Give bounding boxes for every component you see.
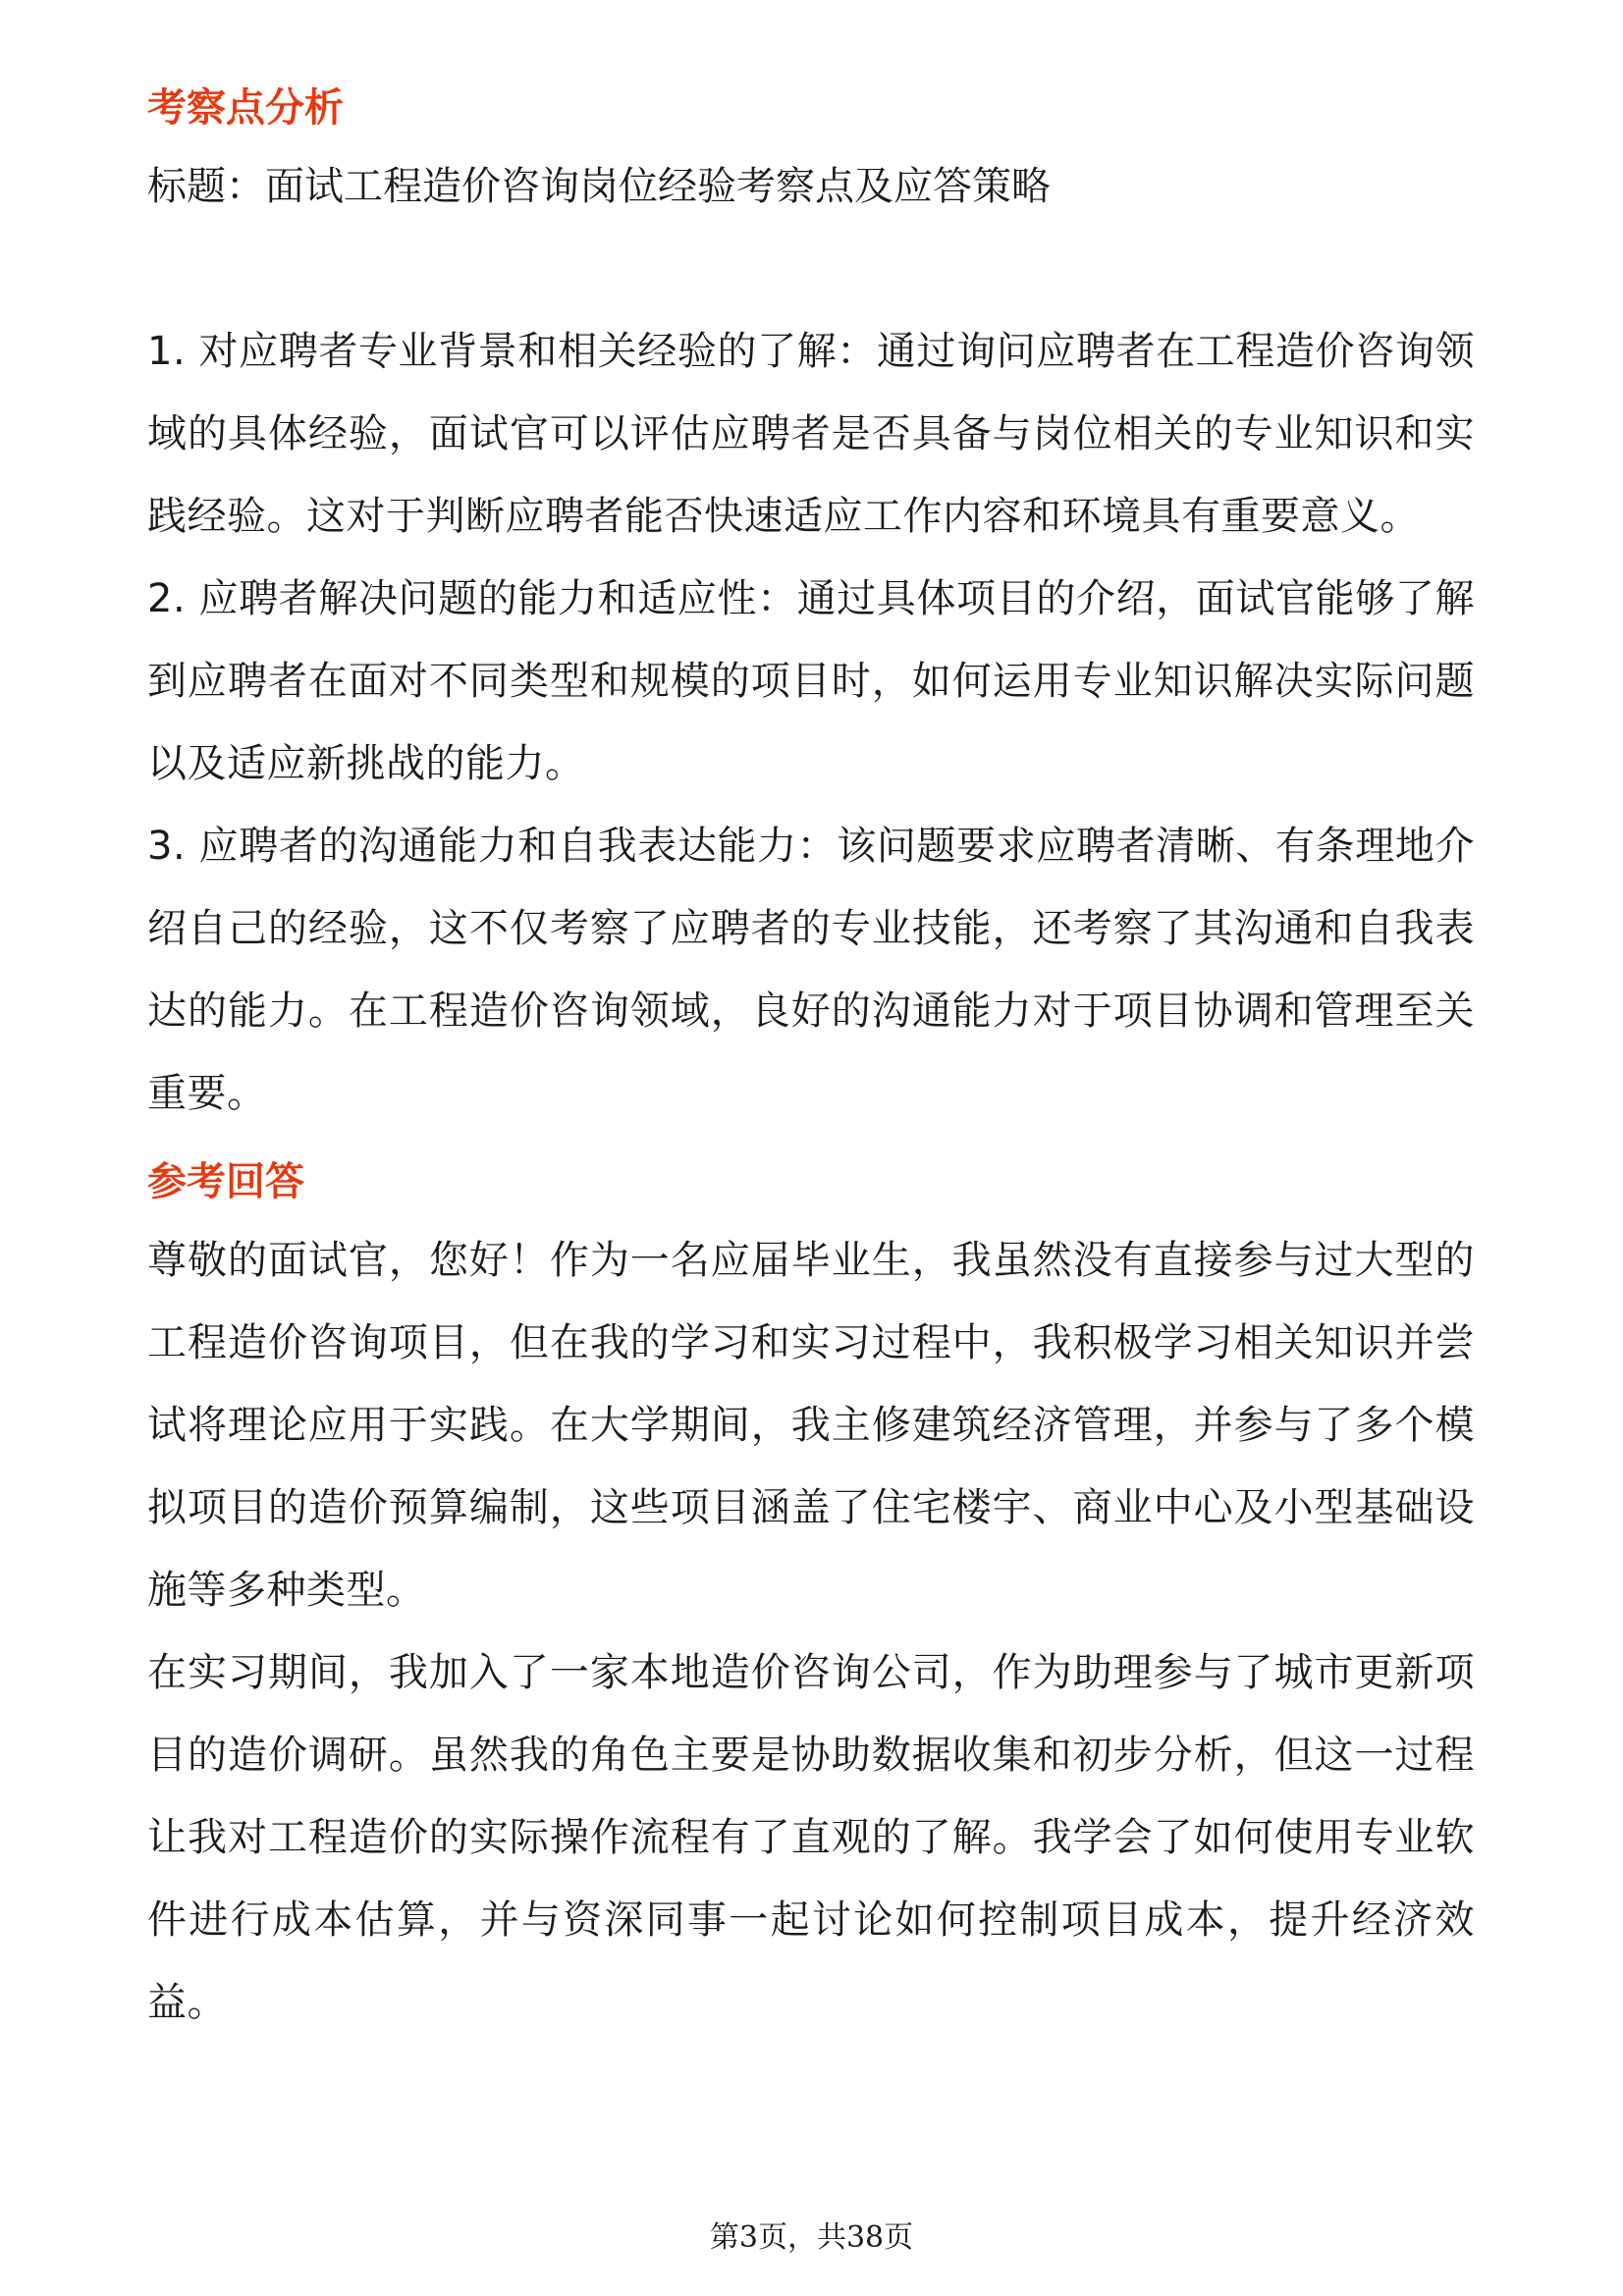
section-heading-reference-answer: 参考回答: [147, 1159, 304, 1204]
blank-line: [147, 228, 1475, 310]
answer-paragraph-1: 尊敬的面试官，您好！作为一名应届毕业生，我虽然没有直接参与过大型的工程造价咨询项目，但在我的学习和实习过程中，我积极学习相关知识并尝试将理论应用于实践。在大学期间，我主修建筑经济管理，并参与了多个模拟项目的造价预算编制，这些项目涵盖了住宅楼宇、商业中心及小型基础设施等多种类型。: [147, 1238, 1475, 1613]
document-page: [147, 71, 1475, 2044]
document-title: 标题：面试工程造价咨询岗位经验考察点及应答策略: [147, 164, 1051, 209]
analysis-point-1: 1. 对应聘者专业背景和相关经验的了解：通过询问应聘者在工程造价咨询领域的具体经验，面试官可以评估应聘者是否具备与岗位相关的专业知识和实践经验。这对于判断应聘者能否快速适应工作内容和环境具有重要意义。: [147, 329, 1475, 539]
page-number: 第3页，共38页: [709, 2220, 914, 2255]
analysis-point-2: 2. 应聘者解决问题的能力和适应性：通过具体项目的介绍，面试官能够了解到应聘者在面对不同类型和规模的项目时，如何运用专业知识解决实际问题以及适应新挑战的能力。: [147, 576, 1475, 786]
section-heading-analysis: 考察点分析: [147, 85, 344, 131]
answer-paragraph-2: 在实习期间，我加入了一家本地造价咨询公司，作为助理参与了城市更新项目的造价调研。虽然我的角色主要是协助数据收集和初步分析，但这一过程让我对工程造价的实际操作流程有了直观的了解。我学会了如何使用专业软件进行成本估算，并与资深同事一起讨论如何控制项目成本，提升经济效益。: [147, 1650, 1475, 2025]
analysis-point-3: 3. 应聘者的沟通能力和自我表达能力：该问题要求应聘者清晰、有条理地介绍自己的经验，这不仅考察了应聘者的专业技能，还考察了其沟通和自我表达的能力。在工程造价咨询领域，良好的沟通能力对于项目协调和管理至关重要。: [147, 824, 1475, 1116]
